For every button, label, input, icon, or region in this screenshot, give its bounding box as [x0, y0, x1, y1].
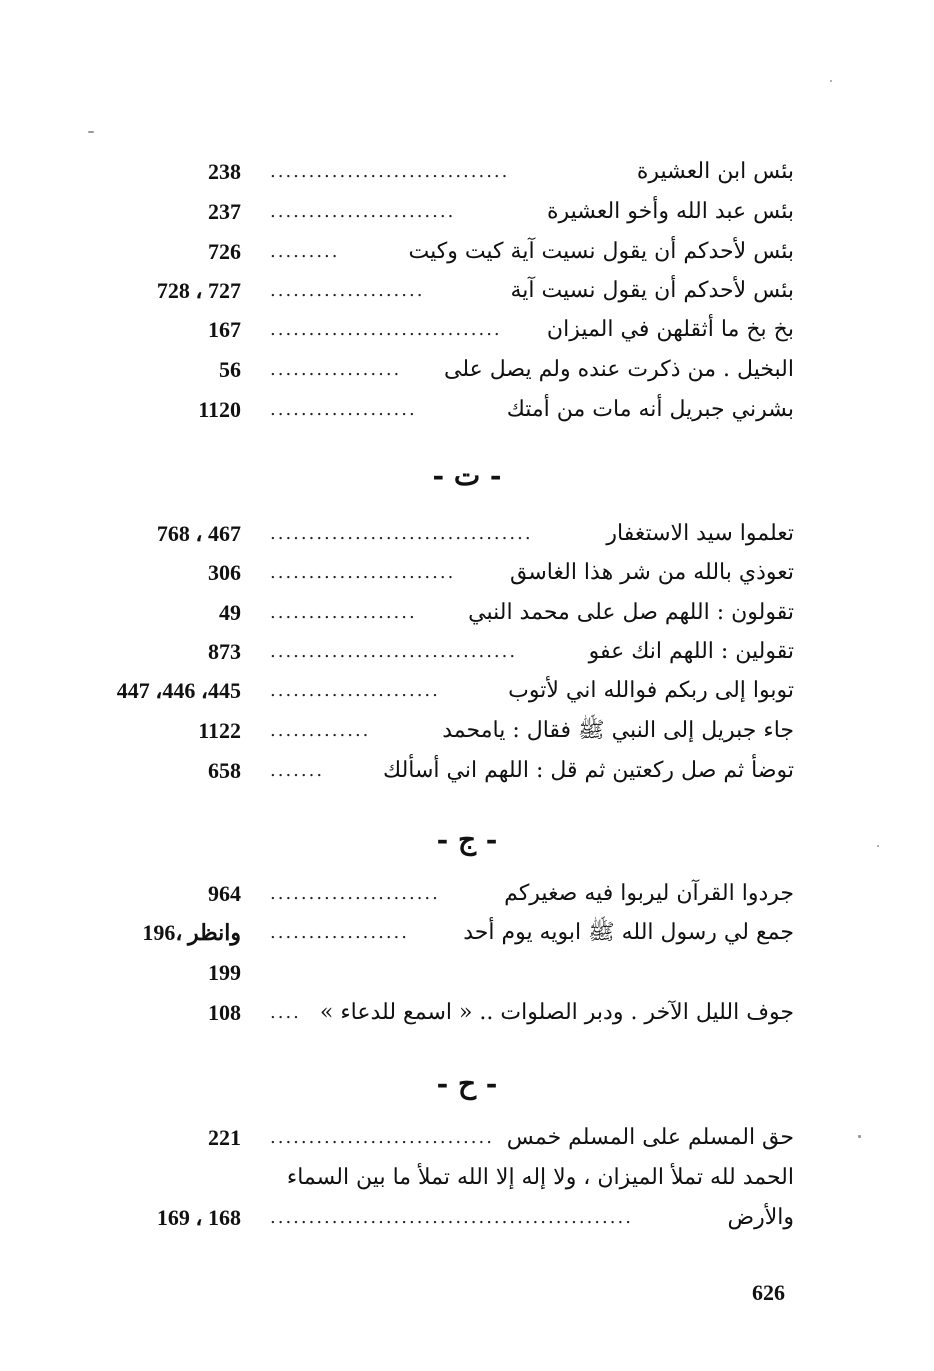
entry-pages: 1122 [198, 718, 241, 743]
leader-dots: ....... [270, 760, 325, 781]
list-item [0, 874, 934, 914]
section-heading: - ت - [432, 459, 502, 492]
entry-pages: 964 [208, 881, 241, 906]
entry-text: جوف الليل الآخر . ودبر الصلوات .. « اسمع للدعاء » [319, 1000, 794, 1025]
entry-text: والأرض [727, 1205, 794, 1230]
entry-text: تعلموا سيد الاستغفار [606, 521, 794, 546]
list-item [0, 514, 934, 554]
entry-text: جاء جبريل إلى النبي ﷺ فقال : يامحمد [442, 718, 794, 743]
entry-text: تقولين : اللهم انك عفو [588, 639, 794, 664]
entry-pages: 221 [208, 1125, 241, 1150]
list-item [0, 192, 934, 232]
entry-pages: 167 [208, 317, 241, 342]
entry-pages: 169 ، 168 [156, 1205, 241, 1230]
entry-text: بئس لأحدكم أن يقول نسيت آية [510, 278, 794, 303]
leader-dots: .............................. [270, 319, 502, 340]
entry-pages: 238 [208, 159, 241, 184]
entry-pages: 873 [208, 639, 241, 664]
leader-dots: ...................... [270, 680, 440, 701]
list-item [0, 593, 934, 633]
scan-speck [88, 131, 94, 133]
entry-pages: 56 [219, 357, 241, 382]
leader-dots: ................................ [270, 641, 518, 662]
leader-dots: ............................... [270, 161, 510, 182]
entry-text: بشرني جبريل أنه مات من أمتك [506, 397, 794, 422]
entry-text: تقولون : اللهم صل على محمد النبي [468, 600, 794, 625]
list-item [0, 1118, 934, 1158]
leader-dots: .................... [270, 280, 425, 301]
entry-pages: 199 [208, 960, 241, 985]
list-item [0, 993, 934, 1033]
leader-dots: .................................. [270, 523, 533, 544]
list-item [0, 671, 934, 711]
list-item [0, 1158, 934, 1198]
list-item [0, 913, 934, 953]
scan-speck [858, 1135, 861, 1138]
entry-pages: 728 ، 727 [156, 278, 241, 303]
list-item [0, 711, 934, 751]
list-item [0, 553, 934, 593]
page-number: 626 [752, 1280, 785, 1305]
entry-text: جردوا القرآن ليربوا فيه صغيركم [504, 881, 794, 906]
leader-dots: ............................................... [270, 1207, 633, 1228]
list-item [0, 751, 934, 791]
scan-speck [830, 80, 832, 82]
entry-pages: 306 [208, 560, 241, 585]
leader-dots: ............................. [270, 1127, 494, 1148]
leader-dots: ...................... [270, 883, 440, 904]
entry-text: جمع لي رسول الله ﷺ ابويه يوم أحد [463, 920, 794, 945]
leader-dots: ................. [270, 359, 402, 380]
entry-pages: 726 [208, 239, 241, 264]
list-item [0, 152, 934, 192]
entry-text: توضأ ثم صل ركعتين ثم قل : اللهم اني أسألك [383, 758, 794, 783]
entry-text: تعوذي بالله من شر هذا الغاسق [510, 560, 794, 585]
entry-pages: 196، وانظر [142, 920, 241, 945]
list-item [0, 232, 934, 272]
entry-text: توبوا إلى ربكم فوالله اني لأتوب [508, 678, 794, 703]
entry-text: بئس ابن العشيرة [636, 159, 794, 184]
entry-text: بخ بخ ما أثقلهن في الميزان [546, 317, 794, 342]
leader-dots: ................... [270, 602, 417, 623]
leader-dots: .................. [270, 922, 409, 943]
entry-text: الحمد لله تملأ الميزان ، ولا إله إلا الله تملأ ما بين السماء [286, 1165, 794, 1190]
section-heading: - ج - [436, 823, 498, 856]
entry-text: البخيل . من ذكرت عنده ولم يصل على [444, 357, 794, 382]
entry-pages: 768 ، 467 [156, 521, 241, 546]
section-heading: - ح - [436, 1067, 498, 1100]
leader-dots: ........................ [270, 201, 456, 222]
entry-pages: 447 ،446 ،445 [116, 678, 241, 703]
entry-pages: 49 [219, 600, 241, 625]
scan-speck [877, 845, 879, 847]
leader-dots: .... [270, 1002, 301, 1023]
leader-dots: ................... [270, 399, 417, 420]
entry-pages: 1120 [198, 397, 241, 422]
entry-pages: 237 [208, 199, 241, 224]
leader-dots: ............. [270, 720, 371, 741]
list-item [0, 1198, 934, 1238]
list-item [0, 350, 934, 390]
list-item [0, 953, 934, 993]
entry-text: بئس عبد الله وأخو العشيرة [546, 199, 794, 224]
list-item [0, 310, 934, 350]
entry-pages: 108 [208, 1000, 241, 1025]
leader-dots: ........................ [270, 562, 456, 583]
entry-pages: 658 [208, 758, 241, 783]
list-item [0, 271, 934, 311]
list-item [0, 390, 934, 430]
entry-text: بئس لأحدكم أن يقول نسيت آية كيت وكيت [408, 239, 794, 264]
leader-dots: ......... [270, 241, 340, 262]
entry-text: حق المسلم على المسلم خمس [506, 1125, 794, 1150]
list-item [0, 632, 934, 672]
